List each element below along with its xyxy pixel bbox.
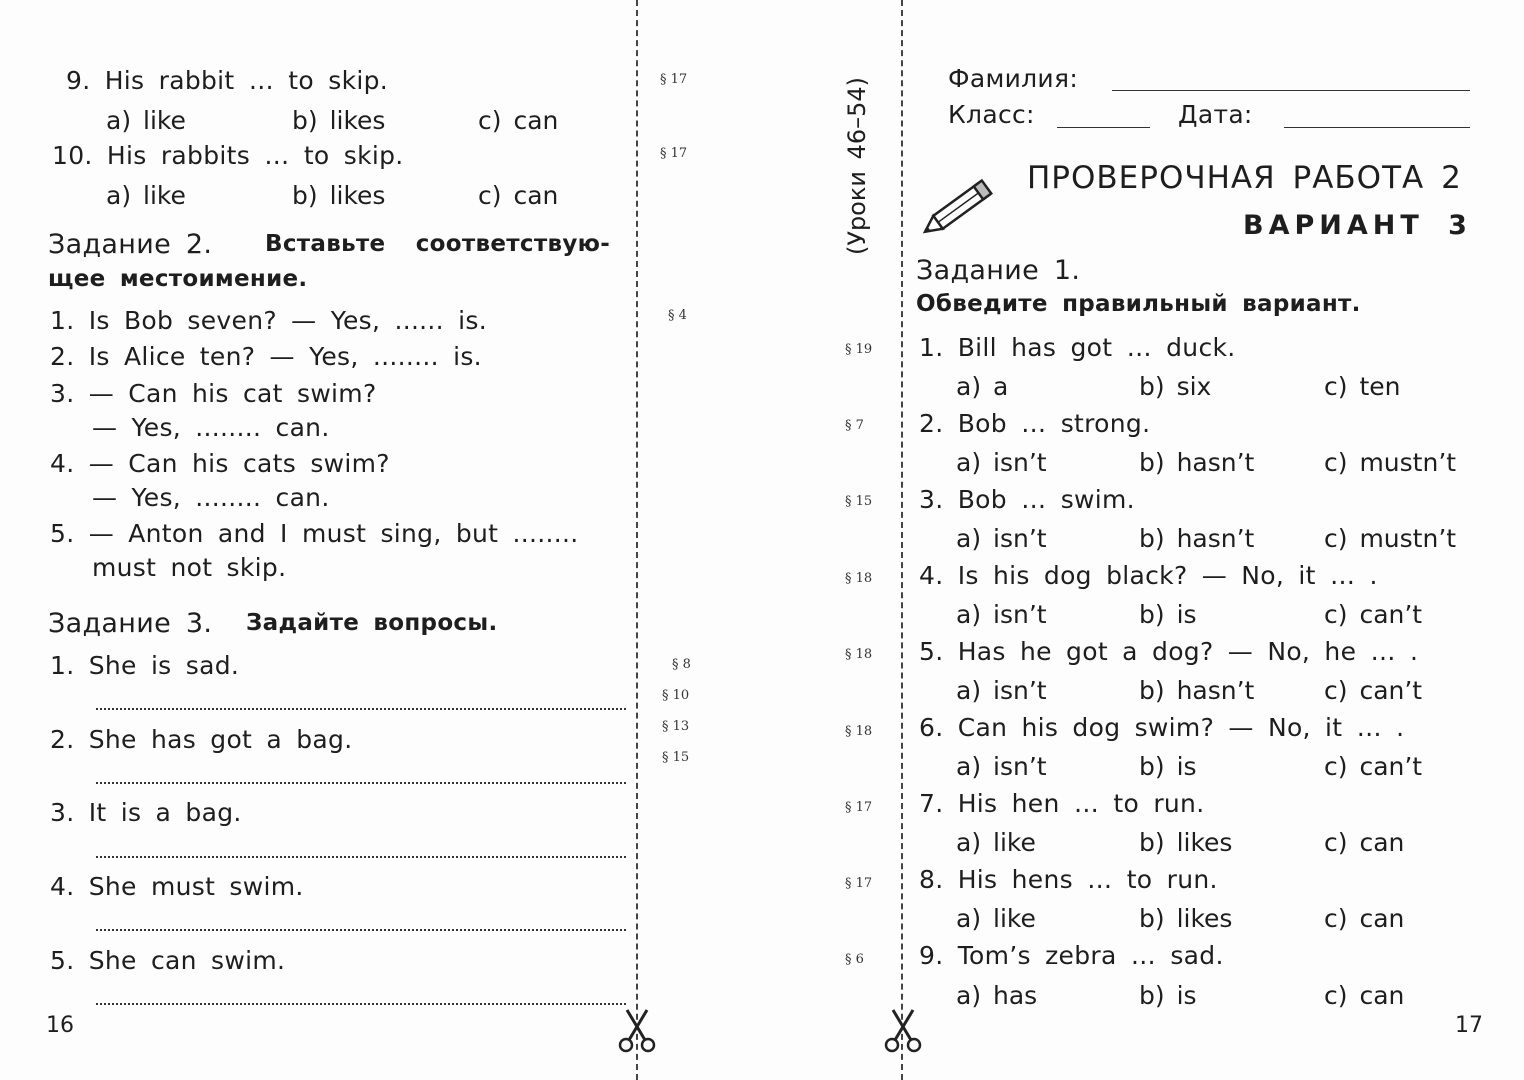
option-a[interactable]: a) like bbox=[956, 904, 1036, 933]
page-number: 16 bbox=[46, 1013, 74, 1038]
paragraph-ref: § 17 bbox=[845, 800, 873, 815]
option-b[interactable]: b) six bbox=[1139, 372, 1212, 401]
option-c[interactable]: c) can bbox=[1324, 981, 1405, 1010]
question-8: 8. His hens … to run. bbox=[919, 865, 1218, 894]
variant-label: ВАРИАНТ 3 bbox=[1243, 210, 1472, 241]
cut-line bbox=[636, 0, 638, 1080]
answer-line[interactable] bbox=[96, 708, 626, 710]
paragraph-ref: § 6 bbox=[845, 952, 864, 967]
option-b[interactable]: b) hasn’t bbox=[1139, 676, 1255, 705]
option-c[interactable]: c) ten bbox=[1324, 372, 1401, 401]
option-b[interactable]: b) likes bbox=[292, 106, 386, 135]
task-2-instruction-cont: щее местоимение. bbox=[48, 266, 308, 292]
surname-label: Фамилия: bbox=[948, 64, 1079, 93]
paragraph-ref: § 15 bbox=[662, 750, 690, 765]
paragraph-ref: § 17 bbox=[660, 146, 688, 161]
task-2-item-cont: — Yes, ........ can. bbox=[92, 413, 330, 442]
question-9: 9. Tom’s zebra … sad. bbox=[919, 941, 1224, 970]
option-c[interactable]: c) can bbox=[1324, 904, 1405, 933]
task-2-item: 5. — Anton and I must sing, but ........ bbox=[50, 519, 579, 548]
date-label: Дата: bbox=[1178, 100, 1253, 129]
option-b[interactable]: b) is bbox=[1139, 600, 1197, 629]
option-b[interactable]: b) hasn’t bbox=[1139, 448, 1255, 477]
option-c[interactable]: c) can’t bbox=[1324, 600, 1423, 629]
scissors-icon bbox=[881, 1008, 925, 1054]
question-2: 2. Bob … strong. bbox=[919, 409, 1151, 438]
option-c[interactable]: c) can’t bbox=[1324, 676, 1423, 705]
task-2-item-cont: must not skip. bbox=[92, 553, 287, 582]
option-b[interactable]: b) likes bbox=[1139, 904, 1233, 933]
option-b[interactable]: b) hasn’t bbox=[1139, 524, 1255, 553]
option-a[interactable]: a) a bbox=[956, 372, 1009, 401]
question-1: 1. Bill has got … duck. bbox=[919, 333, 1236, 362]
task-1-label: Задание 1. bbox=[916, 255, 1081, 286]
question-3: 3. Bob … swim. bbox=[919, 485, 1135, 514]
option-a[interactable]: a) isn’t bbox=[956, 676, 1047, 705]
task-1-instruction: Обведите правильный вариант. bbox=[916, 291, 1361, 317]
task-3-item: 1. She is sad. bbox=[50, 651, 240, 680]
option-a[interactable]: a) isn’t bbox=[956, 524, 1047, 553]
task-2-instruction: Вставьте соответствую- bbox=[265, 231, 611, 257]
scissors-icon bbox=[615, 1008, 659, 1054]
paragraph-ref: § 18 bbox=[845, 647, 873, 662]
paragraph-ref: § 8 bbox=[672, 657, 691, 672]
task-3-item: 2. She has got a bag. bbox=[50, 725, 353, 754]
question-6: 6. Can his dog swim? — No, it … . bbox=[919, 713, 1405, 742]
lessons-label: (Уроки 46–54) bbox=[843, 76, 871, 256]
option-a[interactable]: a) isn’t bbox=[956, 600, 1047, 629]
option-a[interactable]: a) like bbox=[106, 106, 186, 135]
paragraph-ref: § 4 bbox=[668, 308, 687, 323]
task-3-instruction: Задайте вопросы. bbox=[246, 610, 498, 636]
class-field[interactable] bbox=[1057, 127, 1150, 128]
question-4: 4. Is his dog black? — No, it … . bbox=[919, 561, 1378, 590]
answer-line[interactable] bbox=[96, 856, 626, 858]
answer-line[interactable] bbox=[96, 1003, 626, 1005]
task-2-label: Задание 2. bbox=[48, 229, 213, 260]
paragraph-ref: § 7 bbox=[845, 418, 864, 433]
task-2-item: 4. — Can his cats swim? bbox=[50, 449, 390, 478]
date-field[interactable] bbox=[1284, 127, 1470, 128]
task-2-item: 3. — Can his cat swim? bbox=[50, 379, 377, 408]
question-9: 9. His rabbit … to skip. bbox=[66, 66, 389, 95]
option-a[interactable]: a) isn’t bbox=[956, 752, 1047, 781]
task-3-item: 5. She can swim. bbox=[50, 946, 286, 975]
option-c[interactable]: c) can bbox=[478, 181, 559, 210]
option-b[interactable]: b) likes bbox=[1139, 828, 1233, 857]
option-c[interactable]: c) can bbox=[478, 106, 559, 135]
surname-field[interactable] bbox=[1112, 90, 1470, 91]
question-5: 5. Has he got a dog? — No, he … . bbox=[919, 637, 1419, 666]
option-a[interactable]: a) like bbox=[956, 828, 1036, 857]
answer-line[interactable] bbox=[96, 782, 626, 784]
question-7: 7. His hen … to run. bbox=[919, 789, 1205, 818]
paragraph-ref: § 18 bbox=[845, 571, 873, 586]
option-a[interactable]: a) has bbox=[956, 981, 1038, 1010]
cut-line bbox=[901, 0, 903, 1080]
paragraph-ref: § 10 bbox=[662, 688, 690, 703]
paragraph-ref: § 17 bbox=[845, 876, 873, 891]
task-3-item: 3. It is a bag. bbox=[50, 798, 242, 827]
page-number: 17 bbox=[1455, 1013, 1483, 1038]
option-a[interactable]: a) like bbox=[106, 181, 186, 210]
paragraph-ref: § 13 bbox=[662, 719, 690, 734]
option-c[interactable]: c) mustn’t bbox=[1324, 448, 1457, 477]
task-3-label: Задание 3. bbox=[48, 608, 213, 639]
paragraph-ref: § 18 bbox=[845, 724, 873, 739]
paragraph-ref: § 15 bbox=[845, 494, 873, 509]
option-c[interactable]: c) mustn’t bbox=[1324, 524, 1457, 553]
paragraph-ref: § 19 bbox=[845, 342, 873, 357]
task-2-item-cont: — Yes, ........ can. bbox=[92, 483, 330, 512]
option-b[interactable]: b) likes bbox=[292, 181, 386, 210]
answer-line[interactable] bbox=[96, 929, 626, 931]
option-b[interactable]: b) is bbox=[1139, 981, 1197, 1010]
option-b[interactable]: b) is bbox=[1139, 752, 1197, 781]
task-3-item: 4. She must swim. bbox=[50, 872, 304, 901]
class-label: Класс: bbox=[948, 100, 1035, 129]
question-10: 10. His rabbits … to skip. bbox=[52, 141, 404, 170]
pencil-icon bbox=[916, 176, 1000, 242]
option-c[interactable]: c) can’t bbox=[1324, 752, 1423, 781]
task-2-item: 2. Is Alice ten? — Yes, ........ is. bbox=[50, 342, 482, 371]
work-title: ПРОВЕРОЧНАЯ РАБОТА 2 bbox=[1027, 160, 1462, 196]
paragraph-ref: § 17 bbox=[660, 72, 688, 87]
option-c[interactable]: c) can bbox=[1324, 828, 1405, 857]
task-2-item: 1. Is Bob seven? — Yes, ...... is. bbox=[50, 306, 487, 335]
option-a[interactable]: a) isn’t bbox=[956, 448, 1047, 477]
